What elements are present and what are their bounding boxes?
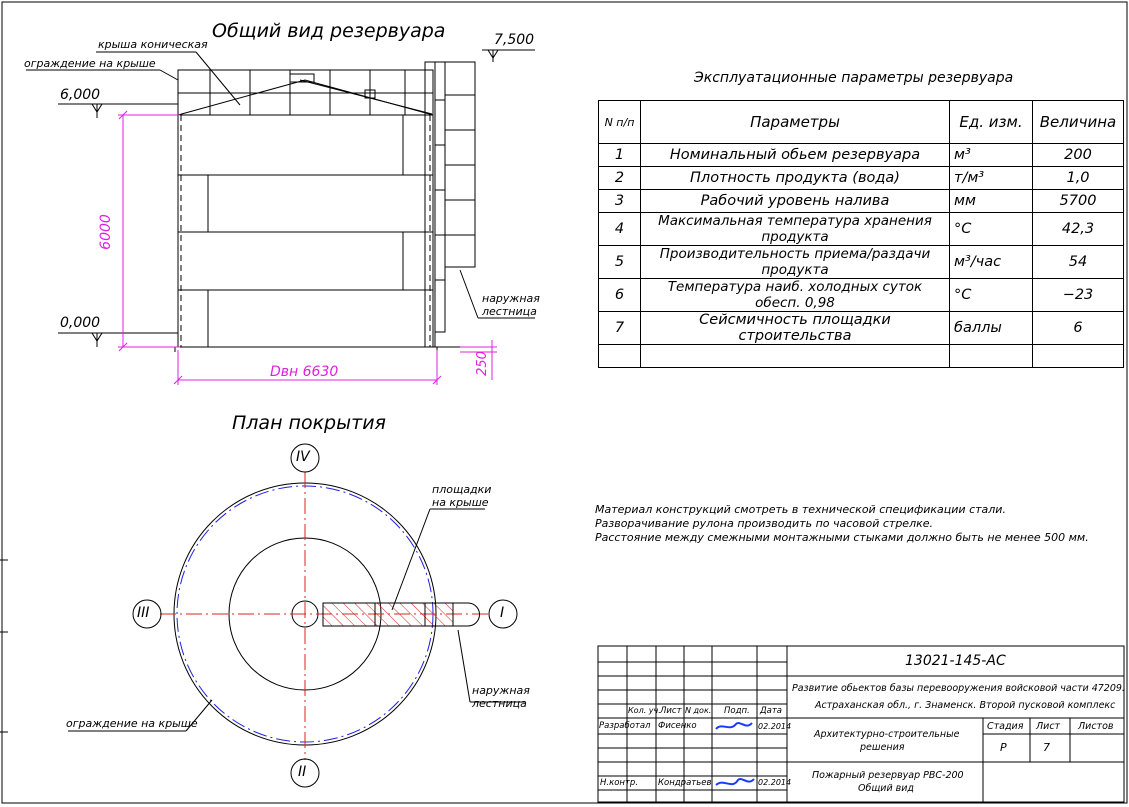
roof-label: крыша коническая	[98, 38, 208, 51]
platform-label-line2: на крыше	[432, 496, 489, 509]
col-date: Дата	[760, 706, 783, 716]
diameter-dimension: Dвн 6630	[270, 364, 339, 380]
drawing-code: 13021-145-АС	[905, 653, 1006, 669]
date-norm-control: 02.2014	[758, 778, 792, 787]
plan-ladder-label-line1: наружная	[472, 684, 530, 697]
section-line2: решения	[860, 742, 905, 753]
header-param: Параметры	[641, 101, 950, 144]
section-line1: Архитектурно-строительные	[814, 729, 960, 740]
table-row: 7 Сейсмичность площадки строительства баллы 6	[599, 312, 1124, 345]
ladder-label-line2: лестница	[482, 305, 537, 318]
note-line: Материал конструкций смотреть в технической спецификации стали.	[595, 503, 1006, 516]
sheet-label: Лист	[1036, 721, 1061, 732]
table-row: 5 Производительность приема/раздачи продукта м³/час 54	[599, 246, 1124, 279]
axis-bubble-left: III	[137, 605, 150, 621]
role-norm-control: Н.контр.	[600, 778, 639, 788]
note-line: Разворачивание рулона производить по часовой стрелке.	[595, 517, 934, 530]
sheet-value: 7	[1043, 741, 1050, 754]
stage-value: Р	[1000, 741, 1007, 754]
name-norm-control: Кондратьев	[658, 778, 712, 788]
plan-title: План покрытия	[232, 412, 386, 434]
table-header-row	[599, 101, 1124, 144]
name-developer: Фисенко	[658, 721, 697, 731]
table-row: 4 Максимальная температура хранения продукта °С 42,3	[599, 213, 1124, 246]
drawing-name-line1: Пожарный резервуар РВС-200	[812, 770, 964, 781]
tank-elevation	[145, 62, 475, 352]
drawing-name-line2: Общий вид	[858, 783, 914, 794]
table-row-empty	[599, 345, 1124, 368]
level-ladder: 7,500	[494, 32, 535, 48]
col-list: Лист	[660, 706, 682, 716]
note-line: Расстояние между смежными монтажными стыками должно быть не менее 500 мм.	[595, 531, 1089, 544]
dimension-lines	[118, 111, 497, 385]
platform-label-line1: площадки	[432, 483, 492, 496]
general-notes	[595, 503, 1089, 545]
params-title: Эксплуатационные параметры резервуара	[694, 70, 1014, 86]
table-row: 2 Плотность продукта (вода) т/м³ 1,0	[599, 167, 1124, 190]
elevation-title: Общий вид резервуара	[212, 20, 446, 42]
col-izm: Кол. уч.	[628, 706, 661, 715]
header-unit: Ед. изм.	[950, 101, 1033, 144]
table-row: 6 Температура наиб. холодных суток обесп. 0,98 °С −23	[599, 279, 1124, 312]
col-podp: Подп.	[724, 706, 750, 716]
plan-railing-label: ограждение на крыше	[66, 717, 198, 730]
table-row: 3 Рабочий уровень налива мм 5700	[599, 190, 1124, 213]
height-dimension: 6000	[97, 214, 114, 250]
header-num: N п/п	[599, 101, 641, 144]
header-value: Величина	[1033, 101, 1124, 144]
table-row: 1 Номинальный обьем резервуара м³ 200	[599, 144, 1124, 167]
railing-label: ограждение на крыше	[24, 57, 156, 70]
axis-bubble-right: I	[500, 605, 505, 621]
level-top: 6,000	[60, 87, 101, 103]
role-developer: Разработал	[599, 721, 651, 731]
stage-label: Стадия	[987, 721, 1024, 732]
date-developer: 02.2014	[758, 722, 792, 731]
axis-bubble-bottom: II	[298, 764, 307, 780]
axis-bubble-top: IV	[296, 449, 310, 465]
col-ndoc: N док.	[685, 706, 712, 715]
params-table	[598, 100, 1124, 368]
ladder-label-line1: наружная	[482, 292, 540, 305]
project-line1: Развитие обьектов базы перевооружения войсковой части 47209.	[792, 683, 1125, 694]
level-zero: 0,000	[60, 315, 101, 331]
plan-ladder-label-line2: лестница	[472, 697, 527, 710]
project-line2: Астраханская обл., г. Знаменск. Второй пусковой комплекс	[815, 700, 1116, 711]
sheets-label: Листов	[1078, 721, 1114, 732]
base-dimension: 250	[474, 351, 490, 376]
